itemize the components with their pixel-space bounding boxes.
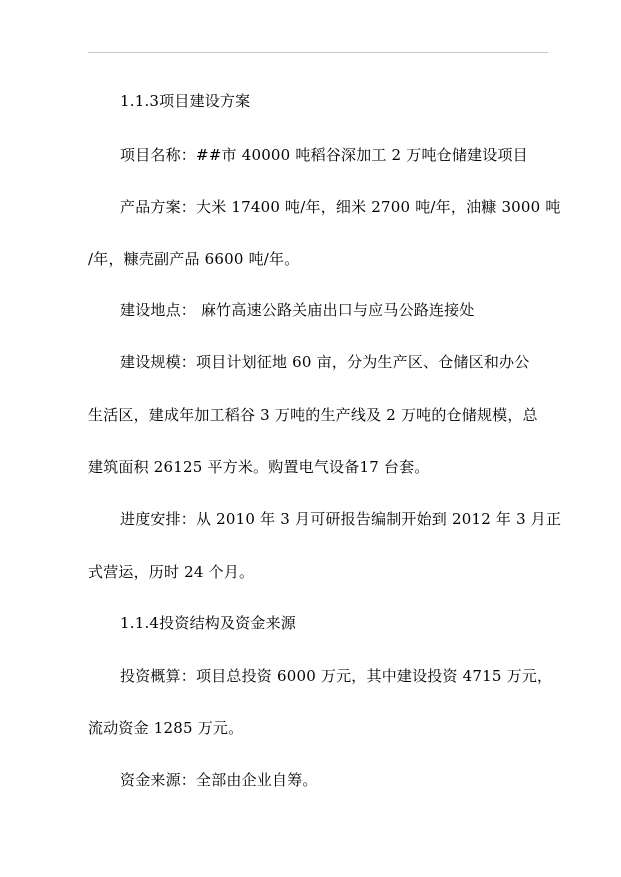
paragraph-investment-line-2: 流动资金 1285 万元。: [88, 719, 244, 737]
paragraph-project-name: 项目名称：##市 40000 吨稻谷深加工 2 万吨仓储建设项目: [120, 146, 528, 164]
paragraph-scale-line-3: 建筑面积 26125 平方米。购置电气设备17 台套。: [88, 458, 430, 476]
paragraph-schedule-line-2: 式营运，历时 24 个月。: [88, 563, 255, 581]
section-heading-1-1-3: 1.1.3项目建设方案: [120, 92, 251, 110]
paragraph-scale-line-1: 建设规模：项目计划征地 60 亩，分为生产区、仓储区和办公: [120, 353, 530, 371]
paragraph-location: 建设地点： 麻竹高速公路关庙出口与应马公路连接处: [120, 301, 475, 319]
page-header-rule: [88, 52, 548, 53]
section-heading-1-1-4: 1.1.4投资结构及资金来源: [120, 614, 296, 632]
paragraph-product-plan-line-2: /年，糠壳副产品 6600 吨/年。: [88, 250, 300, 268]
paragraph-funding: 资金来源：全部由企业自筹。: [120, 771, 318, 789]
paragraph-product-plan-line-1: 产品方案：大米 17400 吨/年，细米 2700 吨/年，油糠 3000 吨: [120, 198, 561, 216]
paragraph-schedule-line-1: 进度安排：从 2010 年 3 月可研报告编制开始到 2012 年 3 月正: [120, 510, 562, 528]
paragraph-investment-line-1: 投资概算：项目总投资 6000 万元，其中建设投资 4715 万元，: [120, 667, 553, 685]
paragraph-scale-line-2: 生活区，建成年加工稻谷 3 万吨的生产线及 2 万吨的仓储规模，总: [88, 406, 538, 424]
